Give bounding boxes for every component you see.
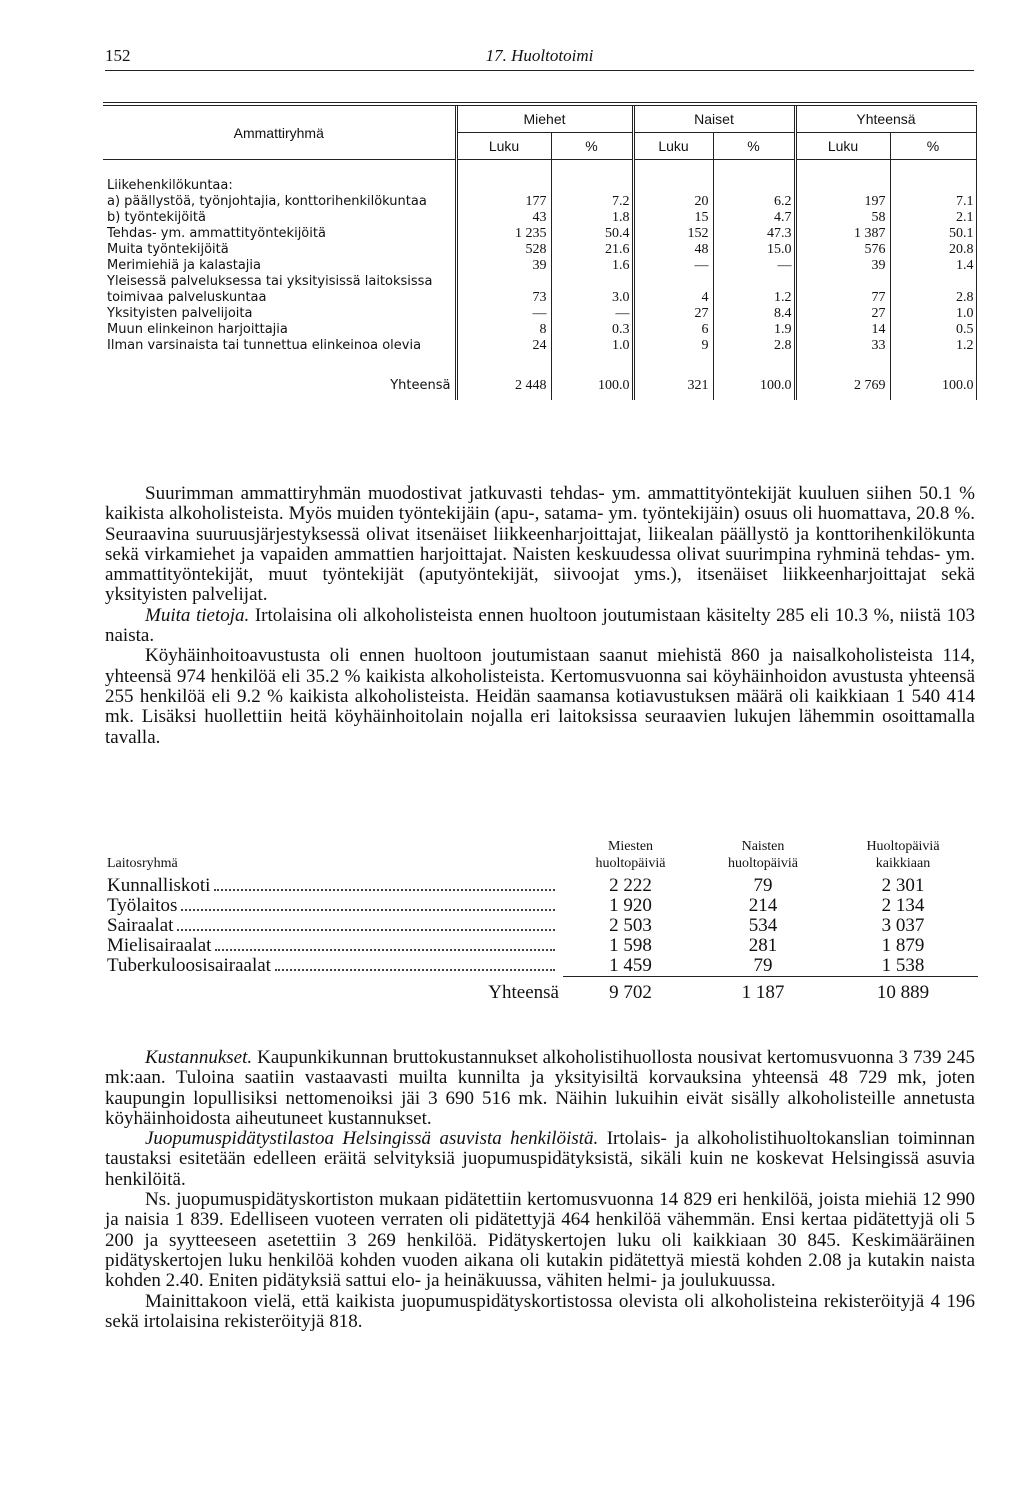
table-row <box>103 242 976 258</box>
total-n: 321 <box>633 372 713 400</box>
column-header-women: Naiset <box>633 104 795 133</box>
cell-np: 1.9 <box>713 322 795 338</box>
cell-np: 6.2 <box>713 194 795 210</box>
table-row <box>103 274 976 306</box>
cell-t: 58 <box>795 210 890 226</box>
total-label: Yhteensä <box>488 981 559 1003</box>
cell-mp: 1.0 <box>551 338 633 354</box>
paragraph-registered: Mainittakoon vielä, että kaikista juopumuspidätyskortistossa olevista oli alkoholisteina rekisteröityjä 4 196 sekä irtolaisina rekisteröityjä 818. <box>105 1290 975 1332</box>
page-number: 152 <box>105 46 131 65</box>
cell-mp: — <box>551 306 633 322</box>
column-header-occupation: Ammattiryhmä <box>103 104 456 160</box>
cell-tp: 7.1 <box>890 194 976 210</box>
institution-label: Sairaalat <box>107 916 174 936</box>
cell-t: 2 301 <box>881 875 925 896</box>
cell-mp: 50.4 <box>551 226 633 242</box>
paragraph-heading: Juopumuspidätystilastoa Helsingissä asuvista henkilöistä. <box>145 1128 599 1150</box>
column-header-men-days: Miesten huoltopäiviä <box>595 839 666 871</box>
table-row <box>103 322 976 338</box>
cell-tp: 2.1 <box>890 210 976 226</box>
sub-header-percent: % <box>890 133 976 160</box>
total-m: 2 448 <box>456 372 551 400</box>
cell-tp: 50.1 <box>890 226 976 242</box>
cell-m: 1 598 <box>609 935 652 956</box>
chapter-title: 17. Huoltotoimi <box>485 46 594 65</box>
cell-n: — <box>633 258 713 274</box>
total-row <box>103 372 976 400</box>
cell-n: 20 <box>633 194 713 210</box>
paragraph-heading: Muita tietoja. <box>145 604 250 626</box>
column-header-total-days: Huoltopäiviä kaikkiaan <box>866 839 940 871</box>
row-label: Ilman varsinaista tai tunnettua elinkeinoa olevia <box>103 338 456 354</box>
cell-tp: 0.5 <box>890 322 976 338</box>
section-label-row <box>103 178 976 194</box>
cell-m: 1 235 <box>456 226 551 242</box>
column-header-total: Yhteensä <box>795 104 976 133</box>
cell-t: 27 <box>795 306 890 322</box>
paragraph-text: Irtolais- ja alkoholistihuoltokanslian toiminnan taustaksi esitetään edelleen eräitä selvityksiä juopumuspidätyksistä, sikäli kuin ne koskevat Helsingissä asuvia henkilöitä. <box>105 1128 975 1190</box>
table-row <box>103 226 976 242</box>
table-row <box>103 916 978 936</box>
row-label: Yksityisten palvelijoita <box>103 306 456 322</box>
cell-mp: 1.8 <box>551 210 633 226</box>
cell-np: 47.3 <box>713 226 795 242</box>
institution-name <box>103 956 563 977</box>
cell-n: 27 <box>633 306 713 322</box>
cell-mp: 0.3 <box>551 322 633 338</box>
cell-tp: 1.4 <box>890 258 976 274</box>
cell-n: 15 <box>633 210 713 226</box>
total-n: 1 187 <box>698 977 828 1004</box>
institution-name <box>103 936 563 956</box>
cell-tp: 20.8 <box>890 242 976 258</box>
section-label: Liikehenkilökuntaa: <box>103 178 456 194</box>
cell-n: 152 <box>633 226 713 242</box>
cell-t: 2 134 <box>881 895 925 916</box>
cell-t: 14 <box>795 322 890 338</box>
total-label: Yhteensä <box>103 372 456 400</box>
cell-np: 8.4 <box>713 306 795 322</box>
cell-mp: 21.6 <box>551 242 633 258</box>
cell-m: 39 <box>456 258 551 274</box>
table-row <box>103 338 976 354</box>
cell-n: 281 <box>748 935 778 956</box>
cell-np: — <box>713 258 795 274</box>
cell-n: 214 <box>748 895 778 916</box>
cell-m: 528 <box>456 242 551 258</box>
total-np: 100.0 <box>713 372 795 400</box>
row-label: Muita työntekijöitä <box>103 242 456 258</box>
total-t: 2 769 <box>795 372 890 400</box>
paragraph-poor-relief: Köyhäinhoitoavustusta oli ennen huoltoon joutumistaan saanut miehistä 860 ja naisalkoholisteista 114, yhteensä 974 henkilöä eli 35.2 % kaikista alkoholisteista. Kertomusvuonna sai köyhäinhoidon avustusta yhteensä 255 henkilöä eli 9.2 % kaikista alkoholisteista. Heidän saamansa kotiavustuksen määrä oli kaikkiaan 1 540 414 mk. Lisäksi huollettiin heitä köyhäinhoitolain nojalla eri laitoksissa seuraavien lukujen lähemmin osoittamalla tavalla. <box>105 645 975 748</box>
table-row <box>103 210 976 226</box>
row-label: a) päällystöä, työnjohtajia, konttorihenkilökuntaa <box>103 194 456 210</box>
cell-np: 1.2 <box>713 274 795 306</box>
cell-m: — <box>456 306 551 322</box>
table-row <box>103 194 976 210</box>
cell-t: 1 538 <box>881 955 925 976</box>
row-label: Yleisessä palveluksessa tai yksityisissä laitoksissa toimivaa palveluskuntaa <box>103 274 456 306</box>
cell-m: 8 <box>456 322 551 338</box>
table-row <box>103 896 978 916</box>
paragraph-drunkenness-stats <box>105 1129 975 1190</box>
row-label: Tehdas- ym. ammattityöntekijöitä <box>103 226 456 242</box>
institution-name <box>103 876 563 896</box>
paragraph-text: Irtolaisina oli alkoholisteista ennen huoltoon joutumistaan käsitelty 285 eli 10.3 %, niistä 103 naista. <box>105 604 975 647</box>
cell-n: 4 <box>633 274 713 306</box>
cell-n: 6 <box>633 322 713 338</box>
sub-header-percent: % <box>713 133 795 160</box>
sub-header-count: Luku <box>795 133 890 160</box>
cell-mp: 3.0 <box>551 274 633 306</box>
total-mp: 100.0 <box>551 372 633 400</box>
cell-m: 43 <box>456 210 551 226</box>
cell-t: 1 387 <box>795 226 890 242</box>
cell-np: 2.8 <box>713 338 795 354</box>
cell-m: 1 920 <box>609 895 652 916</box>
cell-t: 33 <box>795 338 890 354</box>
institution-name <box>103 916 563 936</box>
cell-m: 1 459 <box>609 955 652 976</box>
total-row <box>103 977 978 1004</box>
cell-tp: 2.8 <box>890 274 976 306</box>
cell-t: 197 <box>795 194 890 210</box>
cell-m: 73 <box>456 274 551 306</box>
cell-tp: 1.2 <box>890 338 976 354</box>
total-tp: 100.0 <box>890 372 976 400</box>
cell-t: 576 <box>795 242 890 258</box>
cell-np: 4.7 <box>713 210 795 226</box>
cell-tp: 1.0 <box>890 306 976 322</box>
institution-label: Työlaitos <box>107 896 178 916</box>
paragraph-other-info <box>105 606 975 647</box>
cell-t: 39 <box>795 258 890 274</box>
cell-t: 1 879 <box>881 935 925 956</box>
institution-label: Tuberkuloosisairaalat <box>107 956 271 977</box>
paragraph-text: Kaupunkikunnan bruttokustannukset alkoholistihuollosta nousivat kertomusvuonna 3 739 245 mk:aan. Tuloina saatiin vastaavasti muilta kunnilta ja yksityisiltä korvauksina yhteensä 48 729 mk, joten kaupungin lopullisiksi nettomenoiksi jäi 3 690 516 mk. Näihin lukuihin eivät sisälly alkoholisteille annetusta köyhäinhoidosta aiheutuneet kustannukset. <box>105 1047 975 1129</box>
running-head <box>105 44 974 71</box>
institution-name <box>103 896 563 916</box>
table-row <box>103 936 978 956</box>
column-header-women-days: Naisten huoltopäiviä <box>728 839 798 871</box>
cell-n: 48 <box>633 242 713 258</box>
table-row <box>103 876 978 896</box>
cell-n: 9 <box>633 338 713 354</box>
text-block-2 <box>105 1048 975 1332</box>
paragraph-costs <box>105 1048 975 1129</box>
cell-mp: 1.6 <box>551 258 633 274</box>
cell-t: 3 037 <box>881 915 925 936</box>
cell-np: 15.0 <box>713 242 795 258</box>
total-m: 9 702 <box>563 977 698 1004</box>
cell-m: 2 222 <box>609 875 652 896</box>
table-row <box>103 956 978 977</box>
row-label: Muun elinkeinon harjoittajia <box>103 322 456 338</box>
paragraph-heading: Kustannukset. <box>145 1047 253 1068</box>
paragraph-occupations: Suurimman ammattiryhmän muodostivat jatkuvasti tehdas- ym. ammattityöntekijät kuuluen siihen 50.1 % kaikista alkoholisteista. Myös muiden työntekijäin (apu-, satama- ym. työntekijäin) osuus oli huomattava, 20.8 %. Seuraavina suuruusjärjestyksessä olivat itsenäiset liikkeenharjoittajat, liikealan päällystö ja konttorihenkilökunta sekä virkamiehet ja vapaiden ammattien harjoittajat. Naisten keskuudessa olivat suurimpina ryhminä tehdas- ym. ammattityöntekijät, muut työntekijät (aputyöntekijät, siivoojat yms.), itsenäiset liikkeenharjoittajat sekä yksityisten palvelijat. <box>105 483 975 606</box>
column-header-institution: Laitosryhmä <box>107 856 178 871</box>
sub-header-count: Luku <box>456 133 551 160</box>
cell-n: 534 <box>748 915 778 936</box>
institution-label: Mielisairaalat <box>107 936 212 956</box>
total-t: 10 889 <box>828 977 978 1004</box>
care-days-table <box>103 838 978 1003</box>
cell-m: 2 503 <box>609 915 652 936</box>
table-row <box>103 306 976 322</box>
column-header-men: Miehet <box>456 104 633 133</box>
cell-t: 77 <box>795 274 890 306</box>
text-block-1 <box>105 484 975 748</box>
table-row <box>103 258 976 274</box>
cell-n: 79 <box>753 875 773 896</box>
sub-header-percent: % <box>551 133 633 160</box>
cell-mp: 7.2 <box>551 194 633 210</box>
cell-m: 177 <box>456 194 551 210</box>
row-label: b) työntekijöitä <box>103 210 456 226</box>
cell-m: 24 <box>456 338 551 354</box>
cell-n: 79 <box>753 955 773 976</box>
institution-label: Kunnalliskoti <box>107 876 211 896</box>
row-label: Merimiehiä ja kalastajia <box>103 258 456 274</box>
occupation-table <box>103 102 977 400</box>
sub-header-count: Luku <box>633 133 713 160</box>
paragraph-arrests: Ns. juopumuspidätyskortiston mukaan pidätettiin kertomusvuonna 14 829 eri henkilöä, joista miehiä 12 990 ja naisia 1 839. Edelliseen vuoteen verraten oli pidätettyjä 464 henkilöä vähemmän. Ensi kertaa pidätettyjä oli 5 200 ja syytteeseen asetettiin 3 269 henkilöä. Pidätyskertojen luku oli kaikkiaan 30 845. Keskimääräinen pidätyskertojen luku henkilöä kohden vuoden aikana oli kutakin pidätettyä miestä kohden 2.08 ja kutakin naista kohden 2.40. Eniten pidätyksiä sattui elo- ja heinäkuussa, vähiten helmi- ja joulukuussa. <box>105 1189 975 1292</box>
